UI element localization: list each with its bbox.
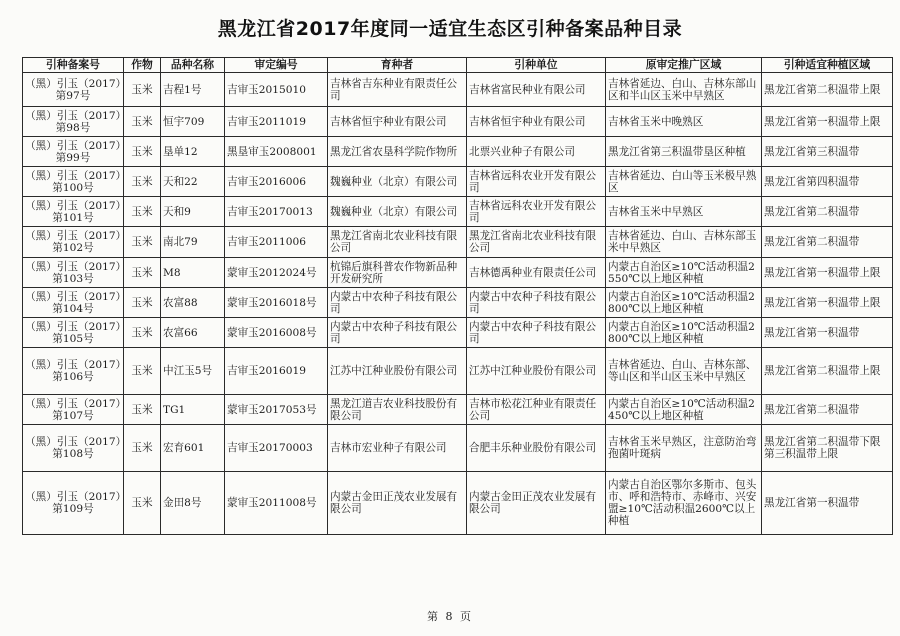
target-region-cell: 黑龙江省第一积温带 [762,318,893,348]
table-row [23,197,893,227]
record-number-cell: （黑）引玉（2017）第97号 [23,73,124,107]
table-row [23,258,893,288]
target-region-cell: 黑龙江省第二积温带 [762,197,893,227]
breeder-cell: 吉林省吉东种业有限责任公司 [328,73,467,107]
crop-cell: 玉米 [124,288,161,318]
approval-code-cell: 吉审玉2011006 [225,227,328,258]
table-row [23,288,893,318]
table-row [23,227,893,258]
breeder-cell: 黑龙江省南北农业科技有限公司 [328,227,467,258]
approval-code-cell: 蒙审玉2011008号 [225,472,328,535]
breeder-cell: 黑龙江省农垦科学院作物所 [328,137,467,167]
target-region-cell: 黑龙江省第二积温带 [762,227,893,258]
crop-cell: 玉米 [124,167,161,197]
record-number-cell: （黑）引玉（2017）第99号 [23,137,124,167]
variety-name-cell: 天和9 [161,197,225,227]
importer-cell: 吉林省远科农业开发有限公司 [467,197,606,227]
original-region-cell: 吉林省玉米早熟区，注意防治弯孢菌叶斑病 [606,425,762,472]
crop-cell: 玉米 [124,395,161,425]
importer-cell: 吉林省恒宇种业有限公司 [467,107,606,137]
importer-cell: 内蒙古中农种子科技有限公司 [467,288,606,318]
variety-name-cell: 农富88 [161,288,225,318]
target-region-cell: 黑龙江省第一积温带上限 [762,258,893,288]
table-row [23,107,893,137]
original-region-cell: 内蒙古自治区≥10℃活动积温2800℃以上地区种植 [606,288,762,318]
crop-cell: 玉米 [124,348,161,395]
importer-cell: 合肥丰乐种业股份有限公司 [467,425,606,472]
breeder-cell: 吉林市宏业种子有限公司 [328,425,467,472]
crop-cell: 玉米 [124,472,161,535]
importer-cell: 吉林市松花江种业有限责任公司 [467,395,606,425]
approval-code-cell: 吉审玉2011019 [225,107,328,137]
record-number-cell: （黑）引玉（2017）第103号 [23,258,124,288]
variety-name-cell: 金田8号 [161,472,225,535]
variety-name-cell: 恒宇709 [161,107,225,137]
approval-code-cell: 黑垦审玉2008001 [225,137,328,167]
crop-cell: 玉米 [124,227,161,258]
breeder-cell: 内蒙古中农种子科技有限公司 [328,288,467,318]
breeder-cell: 黑龙江道吉农业科技股份有限公司 [328,395,467,425]
breeder-cell: 内蒙古金田正茂农业发展有限公司 [328,472,467,535]
target-region-cell: 黑龙江省第二积温带下限第三积温带上限 [762,425,893,472]
approval-code-cell: 蒙审玉2012024号 [225,258,328,288]
breeder-cell: 江苏中江种业股份有限公司 [328,348,467,395]
table-header-row [23,58,893,73]
importer-cell: 内蒙古中农种子科技有限公司 [467,318,606,348]
record-number-cell: （黑）引玉（2017）第109号 [23,472,124,535]
table-row [23,472,893,535]
record-number-cell: （黑）引玉（2017）第104号 [23,288,124,318]
original-region-cell: 内蒙古自治区≥10℃活动积温2450℃以上地区种植 [606,395,762,425]
record-number-cell: （黑）引玉（2017）第107号 [23,395,124,425]
page-title: 黑龙江省2017年度同一适宜生态区引种备案品种目录 [217,18,683,40]
record-number-cell: （黑）引玉（2017）第106号 [23,348,124,395]
variety-name-cell: 吉程1号 [161,73,225,107]
original-region-cell: 吉林省延边、白山、吉林东部玉米中早熟区 [606,227,762,258]
record-number-cell: （黑）引玉（2017）第102号 [23,227,124,258]
approval-code-cell: 蒙审玉2017053号 [225,395,328,425]
importer-cell: 江苏中江种业股份有限公司 [467,348,606,395]
breeder-cell: 内蒙古中农种子科技有限公司 [328,318,467,348]
breeder-cell: 魏巍种业（北京）有限公司 [328,167,467,197]
original-region-cell: 内蒙古自治区≥10℃活动积温2800℃以上地区种植 [606,318,762,348]
importer-cell: 吉林省远科农业开发有限公司 [467,167,606,197]
table-row [23,318,893,348]
crop-cell: 玉米 [124,73,161,107]
target-region-cell: 黑龙江省第二积温带 [762,395,893,425]
original-region-cell: 吉林省玉米中晚熟区 [606,107,762,137]
original-region-cell: 吉林省延边、白山、吉林东部、等山区和半山区玉米中早熟区 [606,348,762,395]
record-number-cell: （黑）引玉（2017）第105号 [23,318,124,348]
record-number-cell: （黑）引玉（2017）第98号 [23,107,124,137]
crop-cell: 玉米 [124,318,161,348]
table-row [23,137,893,167]
variety-name-cell: 中江玉5号 [161,348,225,395]
approval-code-cell: 吉审玉20170003 [225,425,328,472]
table-row [23,348,893,395]
header-variety-name: 品种名称 [161,58,225,73]
original-region-cell: 内蒙古自治区鄂尔多斯市、包头市、呼和浩特市、赤峰市、兴安盟≥10℃活动积温2600℃以上种植 [606,472,762,535]
approval-code-cell: 吉审玉2015010 [225,73,328,107]
header-crop: 作物 [124,58,161,73]
original-region-cell: 内蒙古自治区≥10℃活动积温2550℃以上地区种植 [606,258,762,288]
header-target-region: 引种适宜种植区域 [762,58,893,73]
original-region-cell: 吉林省延边、白山、吉林东部山区和半山区玉米中早熟区 [606,73,762,107]
crop-cell: 玉米 [124,107,161,137]
breeder-cell: 魏巍种业（北京）有限公司 [328,197,467,227]
approval-code-cell: 吉审玉2016019 [225,348,328,395]
header-record-number: 引种备案号 [23,58,124,73]
approval-code-cell: 吉审玉2016006 [225,167,328,197]
importer-cell: 吉林德禹种业有限责任公司 [467,258,606,288]
approval-code-cell: 吉审玉20170013 [225,197,328,227]
original-region-cell: 黑龙江省第三积温带垦区种植 [606,137,762,167]
approval-code-cell: 蒙审玉2016018号 [225,288,328,318]
crop-cell: 玉米 [124,425,161,472]
variety-name-cell: TG1 [161,395,225,425]
breeder-cell: 吉林省恒宇种业有限公司 [328,107,467,137]
variety-name-cell: 垦单12 [161,137,225,167]
original-region-cell: 吉林省玉米中早熟区 [606,197,762,227]
table-row [23,167,893,197]
table-row [23,395,893,425]
crop-cell: 玉米 [124,258,161,288]
table-body [23,73,893,535]
target-region-cell: 黑龙江省第一积温带上限 [762,107,893,137]
record-number-cell: （黑）引玉（2017）第101号 [23,197,124,227]
record-number-cell: （黑）引玉（2017）第108号 [23,425,124,472]
original-region-cell: 吉林省延边、白山等玉米极早熟区 [606,167,762,197]
table-row [23,425,893,472]
record-number-cell: （黑）引玉（2017）第100号 [23,167,124,197]
variety-name-cell: 农富66 [161,318,225,348]
breeder-cell: 杭锦后旗科普农作物新品种开发研究所 [328,258,467,288]
variety-name-cell: 南北79 [161,227,225,258]
target-region-cell: 黑龙江省第二积温带上限 [762,73,893,107]
header-breeder: 育种者 [328,58,467,73]
variety-name-cell: 天和22 [161,167,225,197]
crop-cell: 玉米 [124,137,161,167]
page-number: 第 8 页 [427,610,473,623]
crop-cell: 玉米 [124,197,161,227]
variety-name-cell: 宏育601 [161,425,225,472]
variety-name-cell: M8 [161,258,225,288]
table-row [23,73,893,107]
header-importer: 引种单位 [467,58,606,73]
approval-code-cell: 蒙审玉2016008号 [225,318,328,348]
header-approval-code: 审定编号 [225,58,328,73]
importer-cell: 内蒙古金田正茂农业发展有限公司 [467,472,606,535]
target-region-cell: 黑龙江省第一积温带 [762,472,893,535]
target-region-cell: 黑龙江省第四积温带 [762,167,893,197]
importer-cell: 吉林省富民种业有限公司 [467,73,606,107]
importer-cell: 北票兴业种子有限公司 [467,137,606,167]
header-original-region: 原审定推广区域 [606,58,762,73]
target-region-cell: 黑龙江省第二积温带上限 [762,348,893,395]
importer-cell: 黑龙江省南北农业科技有限公司 [467,227,606,258]
variety-table [22,57,893,535]
target-region-cell: 黑龙江省第一积温带上限 [762,288,893,318]
target-region-cell: 黑龙江省第三积温带 [762,137,893,167]
